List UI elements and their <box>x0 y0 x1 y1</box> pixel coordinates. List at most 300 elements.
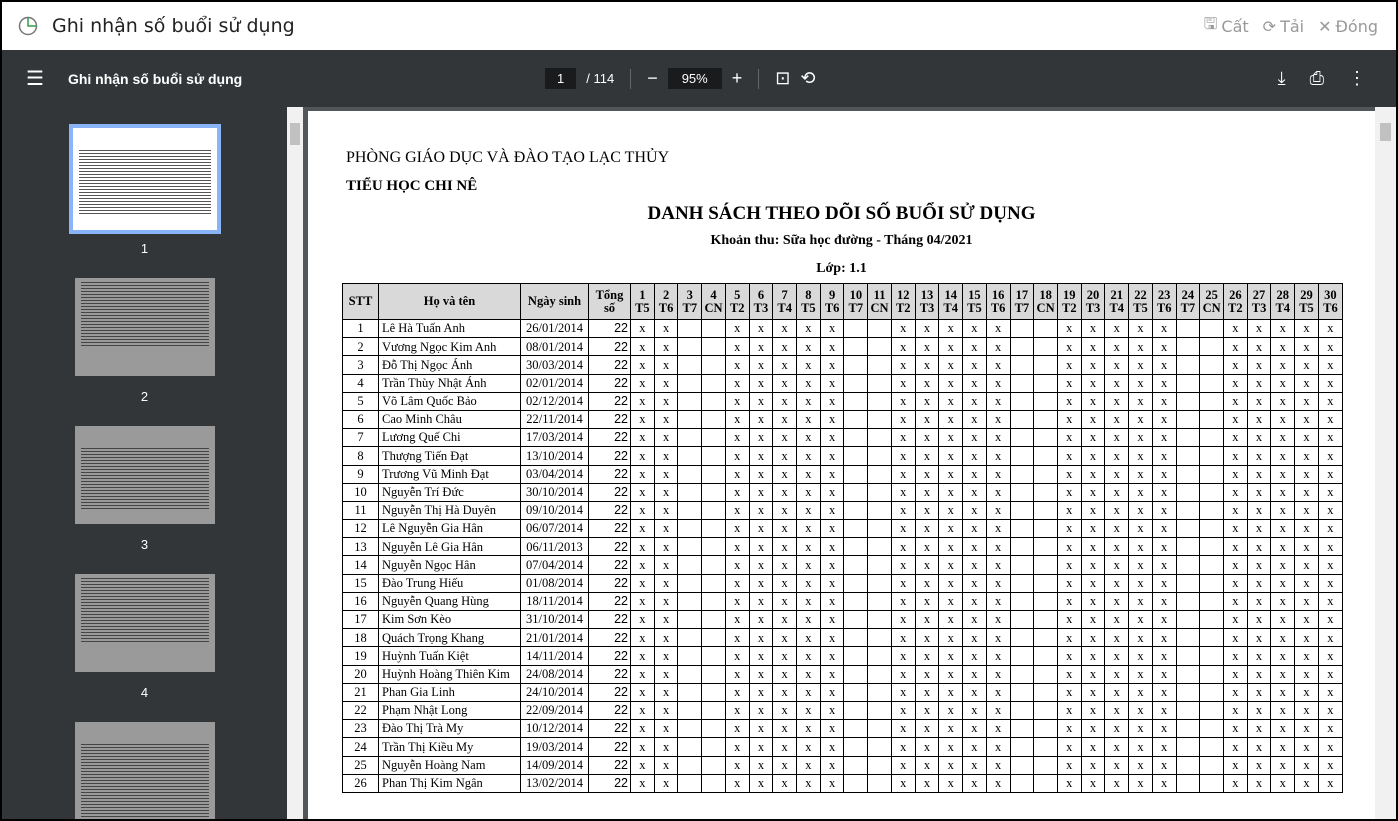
zoom-level-input[interactable]: 95% <box>668 68 722 89</box>
cell-attendance: x <box>631 374 655 392</box>
cell-attendance <box>868 756 892 774</box>
thumbnail-page-4[interactable] <box>75 574 215 672</box>
cell-total: 22 <box>589 683 631 701</box>
cell-attendance: x <box>1081 338 1105 356</box>
cell-attendance: x <box>1105 520 1129 538</box>
cell-attendance: x <box>963 374 987 392</box>
cell-attendance <box>1034 320 1058 338</box>
cell-attendance: x <box>1105 720 1129 738</box>
cell-attendance: x <box>797 720 821 738</box>
cell-attendance: x <box>1081 374 1105 392</box>
cell-attendance <box>702 520 726 538</box>
cell-attendance: x <box>891 574 915 592</box>
cell-attendance: x <box>939 647 963 665</box>
cell-attendance: x <box>963 538 987 556</box>
print-icon[interactable]: ⎙ <box>1309 68 1324 88</box>
cell-attendance <box>844 429 868 447</box>
cell-attendance <box>844 592 868 610</box>
cell-attendance: x <box>963 429 987 447</box>
cell-attendance <box>702 465 726 483</box>
cell-attendance: x <box>654 756 678 774</box>
cell-attendance: x <box>631 410 655 428</box>
cell-attendance: x <box>1129 392 1153 410</box>
cell-stt: 13 <box>343 538 379 556</box>
cell-attendance: x <box>1152 447 1176 465</box>
cell-attendance: x <box>1081 520 1105 538</box>
cell-attendance: x <box>631 683 655 701</box>
cell-attendance: x <box>1247 520 1271 538</box>
cell-attendance <box>1010 465 1034 483</box>
cell-attendance: x <box>1295 611 1319 629</box>
cell-attendance: x <box>915 665 939 683</box>
cell-attendance: x <box>725 320 749 338</box>
cell-attendance: x <box>891 538 915 556</box>
thumbnail-page-3[interactable] <box>75 426 215 524</box>
close-label: Đóng <box>1335 16 1378 36</box>
cell-attendance: x <box>797 574 821 592</box>
cell-attendance: x <box>1271 629 1295 647</box>
cell-attendance: x <box>749 774 773 792</box>
more-options-icon[interactable]: ⋮ <box>1348 68 1366 88</box>
cell-attendance <box>1176 374 1200 392</box>
cell-attendance: x <box>1152 647 1176 665</box>
cell-attendance: x <box>654 538 678 556</box>
cell-attendance: x <box>820 720 844 738</box>
save-button[interactable] <box>1204 13 1249 40</box>
cell-attendance <box>678 738 702 756</box>
cell-attendance <box>678 574 702 592</box>
cell-attendance: x <box>986 447 1010 465</box>
cell-attendance <box>868 738 892 756</box>
cell-attendance <box>1200 720 1224 738</box>
cell-attendance: x <box>631 665 655 683</box>
rotate-icon[interactable]: ⟲ <box>800 68 816 88</box>
cell-attendance: x <box>654 429 678 447</box>
cell-attendance <box>1176 556 1200 574</box>
cell-attendance <box>678 338 702 356</box>
header-day: 29 T5 <box>1295 284 1319 320</box>
cell-attendance: x <box>963 574 987 592</box>
cell-attendance: x <box>773 647 797 665</box>
cell-attendance: x <box>1152 556 1176 574</box>
cell-attendance: x <box>1057 429 1081 447</box>
cell-attendance: x <box>725 465 749 483</box>
cell-name: Nguyễn Thị Hà Duyên <box>379 501 521 519</box>
cell-attendance <box>1200 501 1224 519</box>
cell-attendance <box>1176 611 1200 629</box>
cell-attendance <box>1176 356 1200 374</box>
cell-attendance: x <box>1295 538 1319 556</box>
cell-attendance: x <box>1318 429 1342 447</box>
cell-attendance: x <box>1271 483 1295 501</box>
cell-attendance: x <box>939 738 963 756</box>
cell-attendance <box>1010 774 1034 792</box>
cell-attendance <box>1200 683 1224 701</box>
cell-total: 22 <box>589 520 631 538</box>
cell-attendance: x <box>1295 629 1319 647</box>
cell-stt: 18 <box>343 629 379 647</box>
cell-attendance: x <box>1223 410 1247 428</box>
cell-stt: 1 <box>343 320 379 338</box>
document-subtitle: Khoản thu: Sữa học đường - Tháng 04/2021 <box>710 233 973 248</box>
cell-name: Đào Thị Trà My <box>379 720 521 738</box>
cell-attendance <box>702 356 726 374</box>
cell-attendance: x <box>1129 520 1153 538</box>
zoom-out-button[interactable]: − <box>647 68 658 88</box>
cell-attendance: x <box>749 320 773 338</box>
cell-dob: 03/04/2014 <box>521 465 589 483</box>
cell-attendance: x <box>915 356 939 374</box>
cell-attendance: x <box>891 629 915 647</box>
cell-attendance: x <box>1105 647 1129 665</box>
table-row <box>343 410 1343 428</box>
cell-attendance <box>844 501 868 519</box>
cell-attendance: x <box>725 392 749 410</box>
cell-attendance <box>678 374 702 392</box>
close-button[interactable] <box>1318 13 1378 40</box>
cell-attendance: x <box>725 611 749 629</box>
cell-attendance <box>868 592 892 610</box>
cell-attendance: x <box>1105 756 1129 774</box>
cell-attendance: x <box>1129 483 1153 501</box>
cell-attendance: x <box>773 520 797 538</box>
cell-attendance: x <box>1081 665 1105 683</box>
cell-attendance: x <box>939 574 963 592</box>
thumbnail-page-2[interactable] <box>75 278 215 376</box>
cell-attendance: x <box>1247 374 1271 392</box>
cell-attendance <box>702 665 726 683</box>
cell-attendance <box>868 356 892 374</box>
cell-attendance: x <box>986 756 1010 774</box>
cell-attendance <box>1010 320 1034 338</box>
cell-attendance <box>1200 774 1224 792</box>
cell-stt: 21 <box>343 683 379 701</box>
cell-attendance <box>844 647 868 665</box>
cell-attendance: x <box>1223 447 1247 465</box>
cell-attendance: x <box>773 611 797 629</box>
cell-attendance: x <box>1295 556 1319 574</box>
cell-attendance: x <box>1223 720 1247 738</box>
cell-attendance: x <box>891 611 915 629</box>
cell-attendance: x <box>891 429 915 447</box>
cell-attendance: x <box>915 629 939 647</box>
cell-attendance: x <box>986 356 1010 374</box>
header-day: 18 CN <box>1034 284 1058 320</box>
cell-attendance: x <box>1223 647 1247 665</box>
cell-name: Vương Ngọc Kim Anh <box>379 338 521 356</box>
cell-attendance <box>844 556 868 574</box>
cell-attendance: x <box>1057 774 1081 792</box>
cell-attendance: x <box>1318 447 1342 465</box>
cell-dob: 07/04/2014 <box>521 556 589 574</box>
fit-page-icon[interactable]: ⊡ <box>775 68 791 88</box>
cell-attendance <box>1200 756 1224 774</box>
cell-total: 22 <box>589 483 631 501</box>
cell-attendance: x <box>654 556 678 574</box>
cell-attendance: x <box>1129 356 1153 374</box>
cell-attendance: x <box>1081 556 1105 574</box>
sidebar-scrollbar[interactable] <box>287 107 303 819</box>
cell-attendance: x <box>797 320 821 338</box>
cell-dob: 14/09/2014 <box>521 756 589 774</box>
cell-attendance <box>1200 338 1224 356</box>
cell-attendance <box>1010 520 1034 538</box>
cell-attendance: x <box>797 429 821 447</box>
cell-attendance: x <box>631 320 655 338</box>
cell-attendance: x <box>963 338 987 356</box>
cell-attendance: x <box>1057 592 1081 610</box>
thumbnail-page-1[interactable] <box>69 124 221 234</box>
cell-attendance: x <box>1318 665 1342 683</box>
header-day: 28 T4 <box>1271 284 1295 320</box>
cell-attendance: x <box>963 629 987 647</box>
cell-attendance: x <box>1295 665 1319 683</box>
cell-total: 22 <box>589 392 631 410</box>
cell-attendance <box>702 647 726 665</box>
cell-attendance: x <box>1318 538 1342 556</box>
cell-attendance: x <box>986 483 1010 501</box>
cell-attendance <box>1034 701 1058 719</box>
header-day: 1 T5 <box>631 284 655 320</box>
cell-attendance: x <box>1105 556 1129 574</box>
cell-attendance: x <box>749 410 773 428</box>
cell-attendance: x <box>915 701 939 719</box>
pdf-toolbar <box>2 50 1396 107</box>
cell-attendance: x <box>820 320 844 338</box>
cell-attendance: x <box>1247 356 1271 374</box>
cell-attendance: x <box>1247 592 1271 610</box>
cell-attendance: x <box>654 447 678 465</box>
cell-attendance <box>1200 556 1224 574</box>
cell-stt: 9 <box>343 465 379 483</box>
cell-attendance: x <box>1295 429 1319 447</box>
cell-attendance: x <box>1318 392 1342 410</box>
cell-attendance: x <box>1271 756 1295 774</box>
pdf-page <box>308 111 1375 819</box>
cell-attendance: x <box>797 647 821 665</box>
cell-stt: 15 <box>343 574 379 592</box>
save-icon: 🖫 <box>1203 13 1218 33</box>
cell-attendance: x <box>749 683 773 701</box>
cell-attendance: x <box>1318 683 1342 701</box>
divider <box>758 69 759 89</box>
cell-attendance <box>1176 683 1200 701</box>
cell-attendance <box>702 738 726 756</box>
cell-dob: 14/11/2014 <box>521 647 589 665</box>
cell-attendance: x <box>820 520 844 538</box>
cell-name: Nguyễn Trí Đức <box>379 483 521 501</box>
cell-attendance: x <box>1152 483 1176 501</box>
cell-attendance: x <box>1057 701 1081 719</box>
reload-button[interactable] <box>1263 13 1304 40</box>
page-number-input[interactable]: 1 <box>545 68 576 89</box>
cell-attendance: x <box>725 574 749 592</box>
cell-name: Phạm Nhật Long <box>379 701 521 719</box>
cell-attendance <box>844 701 868 719</box>
cell-attendance: x <box>1105 574 1129 592</box>
cell-attendance: x <box>939 392 963 410</box>
cell-name: Thượng Tiến Đạt <box>379 447 521 465</box>
header-day: 17 T7 <box>1010 284 1034 320</box>
cell-attendance: x <box>891 774 915 792</box>
cell-attendance: x <box>725 338 749 356</box>
cell-attendance: x <box>631 647 655 665</box>
cell-attendance: x <box>915 720 939 738</box>
cell-attendance: x <box>1129 720 1153 738</box>
cell-attendance: x <box>939 665 963 683</box>
cell-attendance: x <box>1129 611 1153 629</box>
cell-attendance <box>844 665 868 683</box>
cell-attendance: x <box>1295 520 1319 538</box>
cell-attendance: x <box>915 538 939 556</box>
cell-attendance: x <box>915 447 939 465</box>
cell-attendance: x <box>631 483 655 501</box>
cell-dob: 26/01/2014 <box>521 320 589 338</box>
cell-attendance: x <box>1105 665 1129 683</box>
thumbnail-page-5[interactable] <box>75 722 215 819</box>
cell-attendance <box>1176 665 1200 683</box>
table-row <box>343 611 1343 629</box>
cell-attendance: x <box>915 483 939 501</box>
cell-attendance: x <box>915 338 939 356</box>
cell-attendance: x <box>915 392 939 410</box>
cell-attendance: x <box>797 701 821 719</box>
cell-attendance <box>868 647 892 665</box>
cell-attendance: x <box>773 592 797 610</box>
cell-attendance: x <box>1105 629 1129 647</box>
cell-attendance: x <box>1247 447 1271 465</box>
cell-attendance: x <box>939 629 963 647</box>
cell-attendance: x <box>1247 774 1271 792</box>
header-day: 30 T6 <box>1318 284 1342 320</box>
cell-attendance: x <box>820 501 844 519</box>
cell-dob: 13/10/2014 <box>521 447 589 465</box>
cell-name: Đào Trung Hiếu <box>379 574 521 592</box>
cell-total: 22 <box>589 465 631 483</box>
cell-attendance: x <box>1057 611 1081 629</box>
cell-attendance: x <box>1105 501 1129 519</box>
cell-attendance <box>1034 374 1058 392</box>
cell-attendance: x <box>1129 538 1153 556</box>
table-row <box>343 374 1343 392</box>
cell-attendance <box>1010 429 1034 447</box>
cell-attendance <box>868 665 892 683</box>
header-day: 19 T2 <box>1057 284 1081 320</box>
cell-attendance: x <box>1081 683 1105 701</box>
cell-attendance <box>1010 647 1034 665</box>
cell-attendance: x <box>631 701 655 719</box>
cell-attendance: x <box>986 665 1010 683</box>
cell-attendance: x <box>631 720 655 738</box>
cell-stt: 8 <box>343 447 379 465</box>
cell-attendance: x <box>797 538 821 556</box>
cell-attendance <box>1010 538 1034 556</box>
thumbnail-label: 4 <box>140 685 149 700</box>
cell-attendance: x <box>1318 701 1342 719</box>
cell-attendance: x <box>1247 538 1271 556</box>
header-day: 27 T3 <box>1247 284 1271 320</box>
cell-attendance <box>702 410 726 428</box>
cell-dob: 06/07/2014 <box>521 520 589 538</box>
cell-attendance: x <box>1081 611 1105 629</box>
cell-attendance: x <box>773 320 797 338</box>
cell-attendance <box>1200 465 1224 483</box>
cell-dob: 02/12/2014 <box>521 392 589 410</box>
cell-attendance: x <box>1295 338 1319 356</box>
cell-attendance <box>1010 629 1034 647</box>
cell-attendance: x <box>654 574 678 592</box>
zoom-in-button[interactable]: + <box>731 68 743 88</box>
cell-attendance: x <box>773 556 797 574</box>
cell-total: 22 <box>589 665 631 683</box>
cell-attendance <box>678 447 702 465</box>
cell-attendance: x <box>986 592 1010 610</box>
header-day: 5 T2 <box>725 284 749 320</box>
cell-attendance: x <box>1081 410 1105 428</box>
cell-attendance: x <box>1152 410 1176 428</box>
cell-attendance: x <box>749 429 773 447</box>
cell-stt: 17 <box>343 611 379 629</box>
cell-attendance: x <box>963 501 987 519</box>
cell-attendance: x <box>891 356 915 374</box>
cell-attendance: x <box>749 520 773 538</box>
cell-attendance <box>844 756 868 774</box>
main-scrollbar[interactable] <box>1375 107 1396 819</box>
cell-attendance: x <box>939 520 963 538</box>
cell-attendance: x <box>1271 774 1295 792</box>
cell-attendance: x <box>654 629 678 647</box>
cell-attendance: x <box>986 701 1010 719</box>
cell-attendance <box>844 392 868 410</box>
cell-attendance: x <box>1247 701 1271 719</box>
cell-attendance: x <box>773 338 797 356</box>
cell-stt: 2 <box>343 338 379 356</box>
cell-attendance: x <box>654 738 678 756</box>
header-day: 22 T5 <box>1129 284 1153 320</box>
cell-attendance: x <box>1129 738 1153 756</box>
cell-attendance: x <box>939 320 963 338</box>
cell-attendance <box>1010 756 1034 774</box>
cell-stt: 24 <box>343 738 379 756</box>
cell-attendance: x <box>1057 374 1081 392</box>
cell-attendance: x <box>1295 774 1319 792</box>
cell-attendance: x <box>1152 429 1176 447</box>
cell-attendance <box>1176 429 1200 447</box>
cell-attendance <box>1200 410 1224 428</box>
cell-attendance: x <box>1271 574 1295 592</box>
cell-attendance: x <box>1295 392 1319 410</box>
cell-attendance: x <box>1057 320 1081 338</box>
cell-attendance: x <box>749 720 773 738</box>
cell-attendance: x <box>891 392 915 410</box>
cell-attendance: x <box>1105 738 1129 756</box>
cell-attendance: x <box>1271 356 1295 374</box>
cell-attendance <box>1034 683 1058 701</box>
cell-attendance: x <box>654 356 678 374</box>
menu-icon[interactable]: ☰ <box>26 68 44 90</box>
header-day: 8 T5 <box>797 284 821 320</box>
cell-attendance: x <box>1129 338 1153 356</box>
cell-attendance: x <box>820 738 844 756</box>
cell-attendance: x <box>749 701 773 719</box>
cell-attendance: x <box>1081 756 1105 774</box>
cell-attendance: x <box>1081 647 1105 665</box>
cell-attendance <box>1010 611 1034 629</box>
cell-attendance <box>678 665 702 683</box>
cell-attendance: x <box>1318 738 1342 756</box>
cell-attendance: x <box>1247 338 1271 356</box>
download-icon[interactable]: ⤓ <box>1277 68 1286 88</box>
